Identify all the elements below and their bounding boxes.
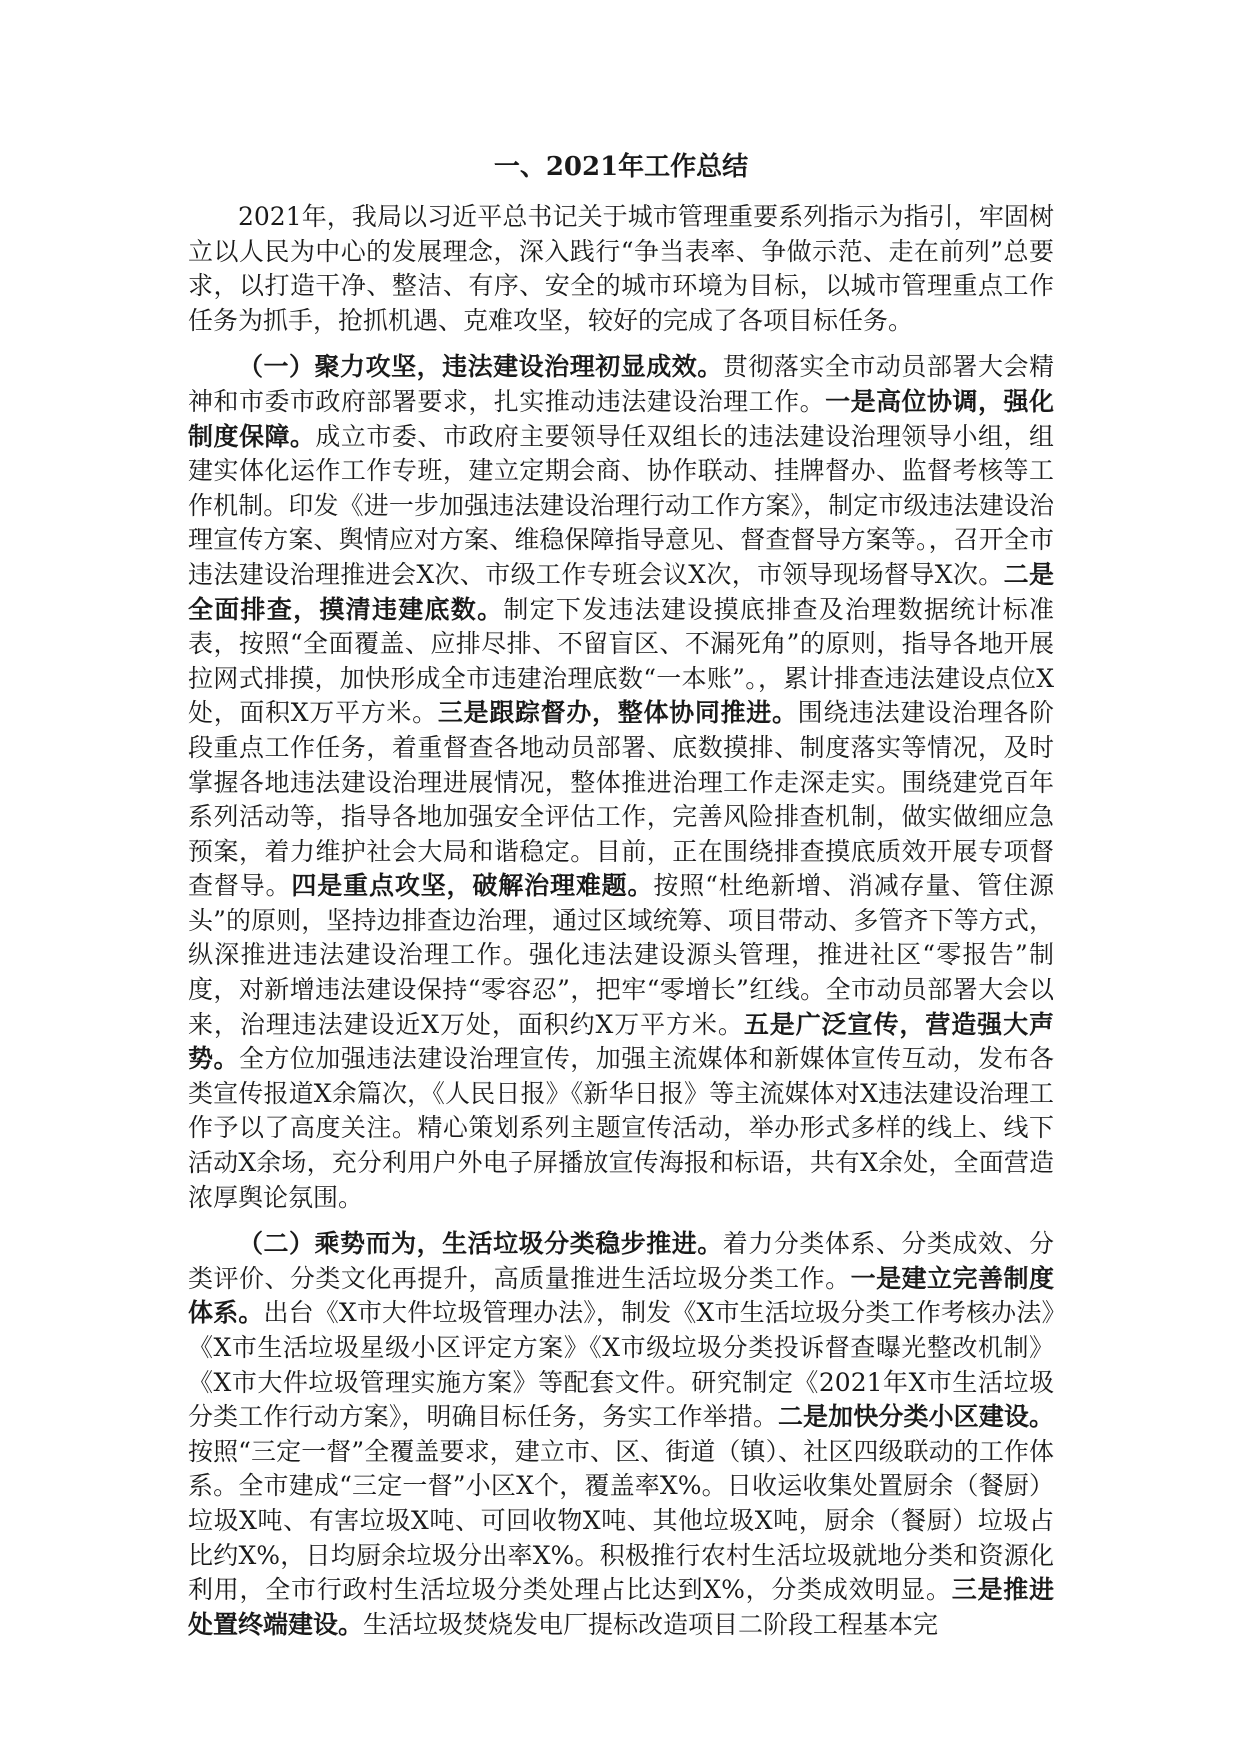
document-page <box>188 150 1054 1654</box>
section-1-point-2-heading: 二是全面排查，摸清违建底数。 <box>188 559 1054 624</box>
section-2-paragraph <box>188 1227 1054 1642</box>
section-1-point-4-body: 按照“杜绝新增、消减存量、管住源头”的原则，坚持边排查边治理，通过区域统筹、项目带动、多管齐下等方式，纵深推进违法建设治理工作。强化违法建设源头管理，推进社区“零报告”制度，对新增违法建设保持“零容忍”，把牢“零增长”红线。全市动员部署大会以来，治理违法建设近X万处，面积约X万平方米。 <box>188 871 1054 1039</box>
section-1-lead: 贯彻落实全市动员部署大会精神和市委市政府部署要求，扎实推动违法建设治理工作。 <box>188 352 1054 416</box>
section-2-lead: 着力分类体系、分类成效、分类评价、分类文化再提升，高质量推进生活垃圾分类工作。 <box>188 1229 1054 1293</box>
section-2-point-3-body: 生活垃圾焚烧发电厂提标改造项目二阶段工程基本完 <box>363 1609 939 1639</box>
section-1-point-5-heading: 五是广泛宣传，营造强大声势。 <box>188 1009 1054 1074</box>
section-2-point-3-heading: 三是推进处置终端建设。 <box>188 1575 1054 1639</box>
section-1-point-1-body: 成立市委、市政府主要领导任双组长的违法建设治理领导小组，组建实体化运作工作专班，建立定期会商、协作联动、挂牌督办、监督考核等工作机制。印发《进一步加强违法建设治理行动工作方案》，制定市级违法建设治理宣传方案、舆情应对方案、维稳保障指导意见、督查督导方案等。，召开全市违法建设治理推进会X次、市级工作专班会议X次，市领导现场督导X次。 <box>188 421 1054 589</box>
intro-paragraph: 2021年，我局以习近平总书记关于城市管理重要系列指示为指引，牢固树立以人民为中心的发展理念，深入践行“争当表率、争做示范、走在前列”总要求，以打造干净、整洁、有序、安全的城市环境为目标，以城市管理重点工作任务为抓手，抢抓机遇、克难攻坚，较好的完成了各项目标任务。 <box>188 202 1054 335</box>
section-2-point-2-heading: 二是加快分类小区建设。 <box>777 1402 1054 1432</box>
section-1-heading: （一）聚力攻坚，违法建设治理初显成效。 <box>238 352 723 382</box>
section-2-point-1-heading: 一是建立完善制度体系。 <box>188 1263 1054 1328</box>
section-1-paragraph <box>188 350 1054 1215</box>
section-1-point-3-heading: 三是跟踪督办，整体协同推进。 <box>437 698 798 728</box>
section-1-point-2-body: 制定下发违法建设摸底排查及治理数据统计标准表，按照“全面覆盖、应排尽排、不留盲区、不漏死角”的原则，指导各地开展拉网式排摸，加快形成全市违建治理底数“一本账”。，累计排查违法建设点位X处，面积X万平方米。 <box>188 594 1054 728</box>
section-1-point-4-heading: 四是重点攻坚，破解治理难题。 <box>291 871 654 901</box>
page-title: 一、2021年工作总结 <box>493 152 749 182</box>
section-1-point-3-body: 围绕违法建设治理各阶段重点工作任务，着重督查各地动员部署、底数摸排、制度落实等情况，及时掌握各地违法建设治理进展情况，整体推进治理工作走深走实。围绕建党百年系列活动等，指导各地加强安全评估工作，完善风险排查机制，做实做细应急预案，着力维护社会大局和谐稳定。目前，正在围绕排查摸底质效开展专项督查督导。 <box>188 698 1054 901</box>
section-2-point-2-body: 按照“三定一督”全覆盖要求，建立市、区、街道（镇）、社区四级联动的工作体系。全市建成“三定一督”小区X个，覆盖率X%。日收运收集处置厨余（餐厨）垃圾X吨、有害垃圾X吨、可回收物X吨、其他垃圾X吨，厨余（餐厨）垃圾占比约X%，日均厨余垃圾分出率X%。积极推行农村生活垃圾就地分类和资源化利用，全市行政村生活垃圾分类处理占比达到X%，分类成效明显。 <box>188 1436 1054 1605</box>
section-1-point-5-body: 全方位加强违法建设治理宣传，加强主流媒体和新媒体宣传互动，发布各类宣传报道X余篇次，《人民日报》《新华日报》等主流媒体对X违法建设治理工作予以了高度关注。精心策划系列主题宣传活动，举办形式多样的线上、线下活动X余场，充分利用户外电子屏播放宣传海报和标语，共有X余处，全面营造浓厚舆论氛围。 <box>188 1044 1054 1212</box>
section-2-point-1-body: 出台《X市大件垃圾管理办法》，制发《X市生活垃圾分类工作考核办法》《X市生活垃圾星级小区评定方案》《X市级垃圾分类投诉督查曝光整改机制》《X市大件垃圾管理实施方案》等配套文件。研究制定《2021年X市生活垃圾分类工作行动方案》，明确目标任务，务实工作举措。 <box>188 1298 1054 1432</box>
section-1-point-1-heading: 一是高位协调，强化制度保障。 <box>188 386 1054 451</box>
section-2-heading: （二）乘势而为，生活垃圾分类稳步推进。 <box>238 1229 723 1259</box>
